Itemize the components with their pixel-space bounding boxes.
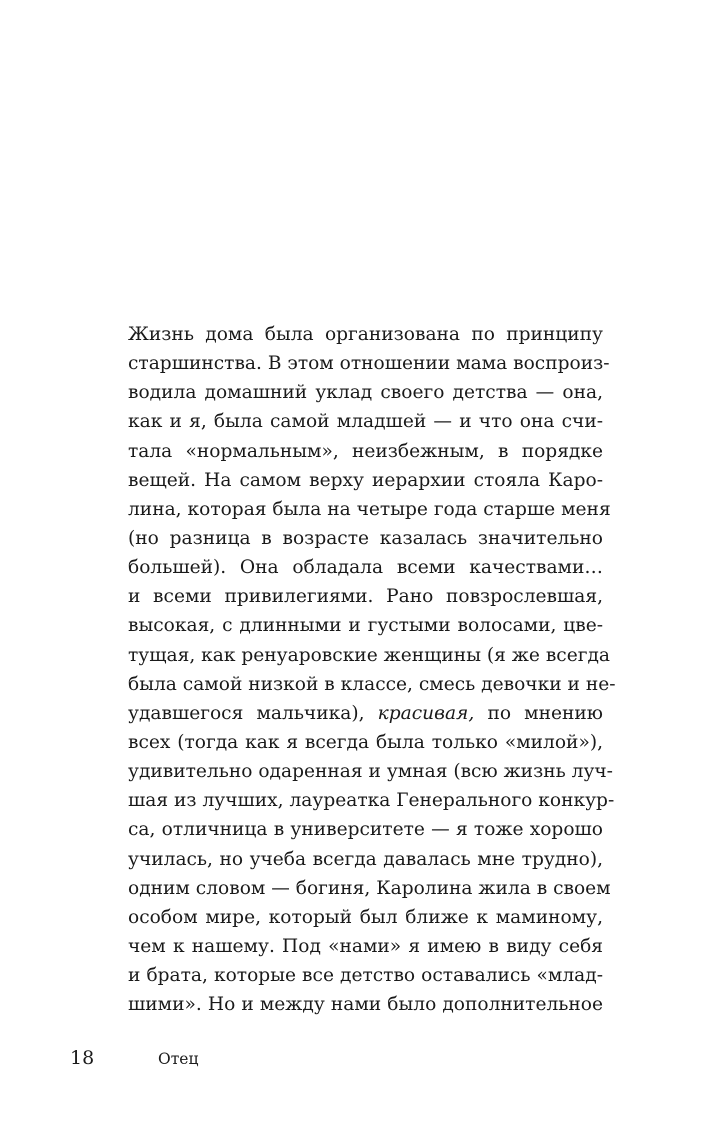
text-line: вещей. На самом верху иерархии стояла Каро- [128,469,603,491]
text-line: лина, которая была на четыре года старше меня [128,498,611,520]
italic-word: красивая, [377,702,475,724]
text-line: тущая, как ренуаровские женщины (я же всегда [128,644,610,666]
text-line: старшинства. В этом отношении мама воспроиз- [128,353,610,375]
text-line: всех (тогда как я всегда была только «милой»), [128,731,603,753]
text-line: была самой низкой в классе, смесь девочки и не- [128,673,616,695]
text-line: высокая, с длинными и густыми волосами, цве- [128,615,603,637]
text-line: Жизнь дома была организована по принципу [128,324,603,345]
text-line: шими». Но и между нами было дополнительное [128,994,603,1016]
text-line: большей). Она обладала всеми качествами… [128,557,603,579]
text-line: водила домашний уклад своего детства — она, [128,382,603,404]
text-line: тала «нормальным», неизбежным, в порядке [128,440,603,462]
running-title: Отец [158,1050,199,1068]
body-text [128,320,616,1019]
text-line: училась, но учеба всегда давалась мне трудно), [128,848,603,870]
text-segment: удавшегося мальчика), [128,702,365,724]
text-line: (но разница в возрасте казалась значительно [128,527,603,549]
text-line: чем к нашему. Под «нами» я имею в виду себя [128,935,603,957]
page-number: 18 [70,1047,95,1069]
text-line: шая из лучших, лауреатка Генерального конкур- [128,790,615,812]
text-line: и всеми привилегиями. Рано повзрослевшая, [128,586,603,608]
text-line: удивительно одаренная и умная (всю жизнь луч- [128,761,613,783]
text-line: одним словом — богиня, Каролина жила в своем [128,877,611,899]
text-segment: по мнению [487,702,603,724]
text-line: са, отличница в университете — я тоже хорошо [128,819,603,841]
text-line: и брата, которые все детство оставались «млад- [128,965,603,987]
text-line-mixed [128,699,603,728]
text-line: как и я, была самой младшей — и что она счи- [128,411,603,433]
text-line: особом мире, который был ближе к маминому, [128,906,603,928]
